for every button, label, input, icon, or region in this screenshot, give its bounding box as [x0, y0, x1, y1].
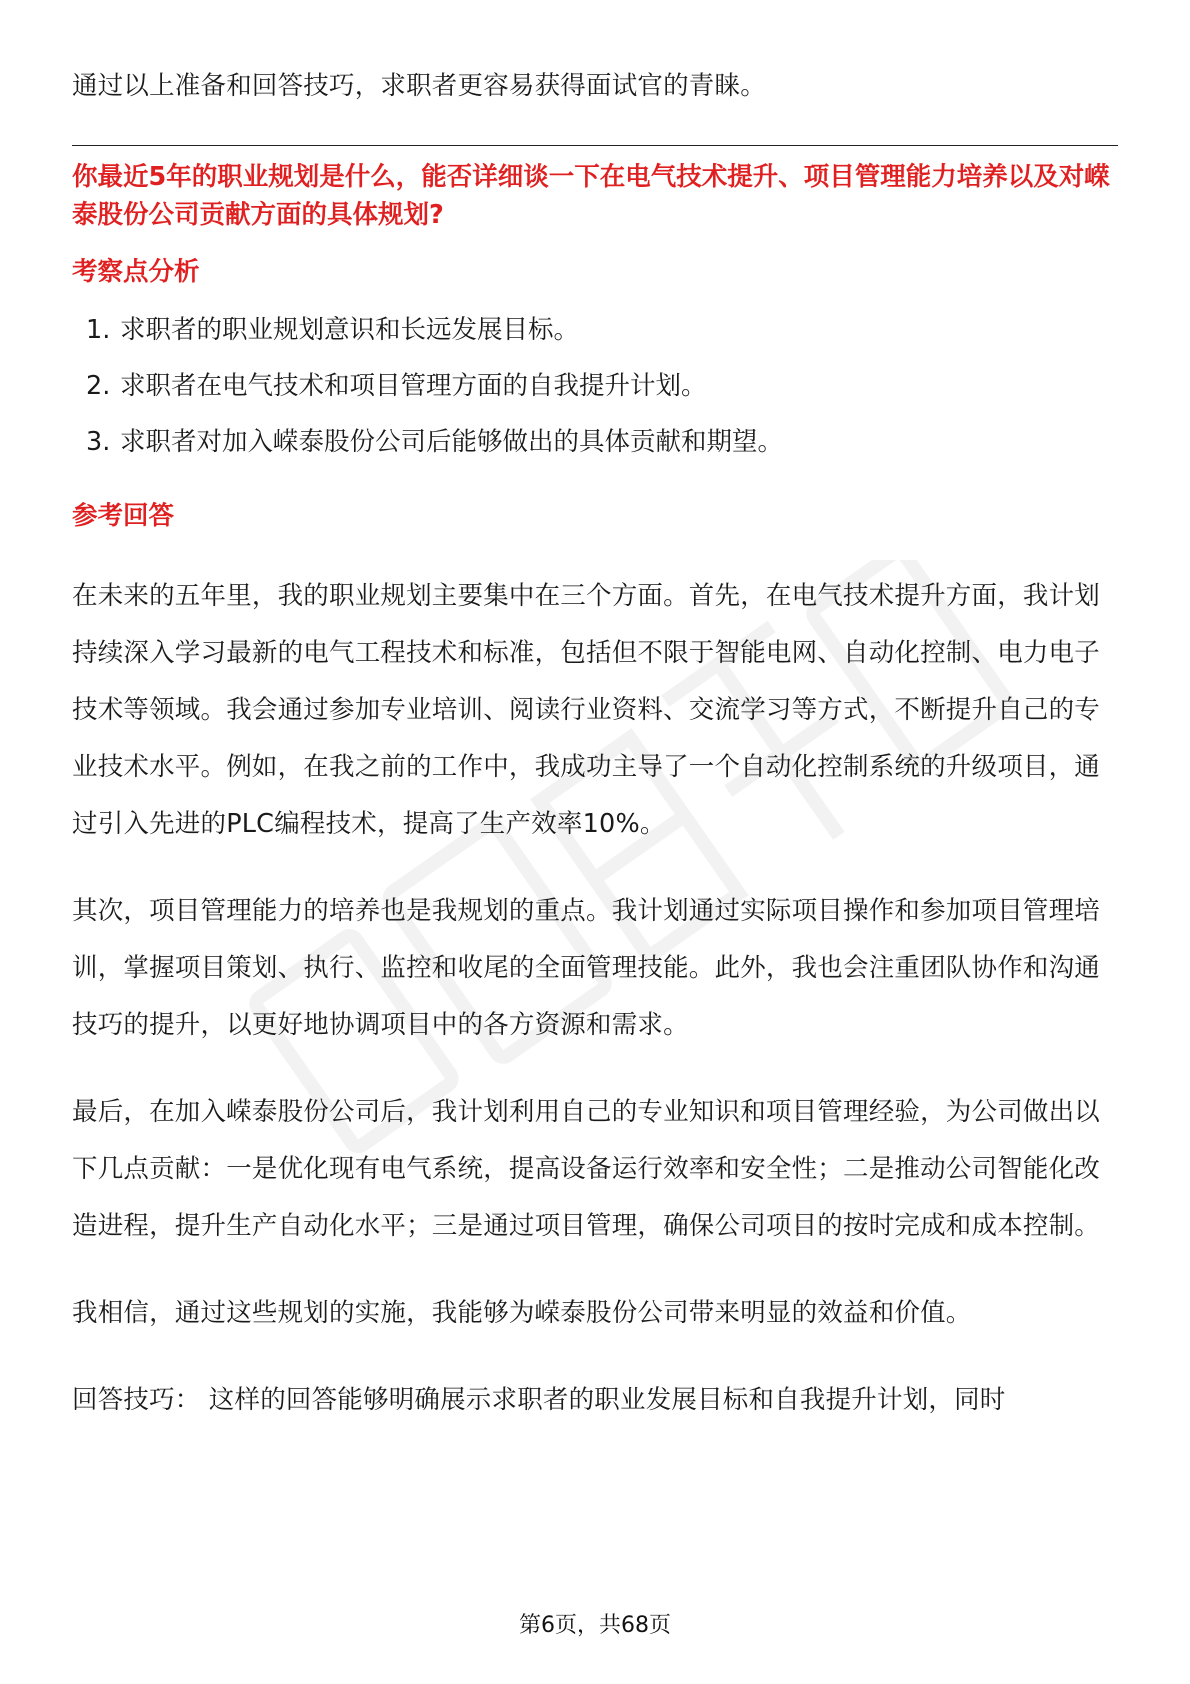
answer-paragraph: 最后，在加入嵘泰股份公司后，我计划利用自己的专业知识和项目管理经验，为公司做出以下几点贡献：一是优化现有电气系统，提高设备运行效率和安全性；二是推动公司智能化改造进程，提升生产自动化水平；三是通过项目管理，确保公司项目的按时完成和成本控制。 — [72, 1097, 1101, 1241]
answer-tips: 回答技巧： 这样的回答能够明确展示求职者的职业发展目标和自我提升计划，同时 — [72, 1385, 1006, 1415]
list-item — [72, 302, 1118, 358]
answer-paragraph: 我相信，通过这些规划的实施，我能够为嵘泰股份公司带来明显的效益和价值。 — [72, 1298, 972, 1328]
section-divider — [72, 145, 1118, 146]
analysis-list — [72, 302, 1118, 470]
intro-line: 通过以上准备和回答技巧，求职者更容易获得面试官的青睐。 — [72, 71, 766, 101]
question-title: 你最近5年的职业规划是什么，能否详细谈一下在电气技术提升、项目管理能力培养以及对嵘泰股份公司贡献方面的具体规划? — [72, 162, 1110, 230]
list-item-text: 求职者的职业规划意识和长远发展目标。 — [120, 315, 580, 345]
list-item-number: 1. — [86, 315, 111, 345]
list-item — [72, 414, 1118, 470]
list-item-text: 求职者在电气技术和项目管理方面的自我提升计划。 — [120, 371, 707, 401]
answer-paragraph: 在未来的五年里，我的职业规划主要集中在三个方面。首先，在电气技术提升方面，我计划持续深入学习最新的电气工程技术和标准，包括但不限于智能电网、自动化控制、电力电子技术等领域。我会通过参加专业培训、阅读行业资料、交流学习等方式，不断提升自己的专业技术水平。例如，在我之前的工作中，我成功主导了一个自动化控制系统的升级项目，通过引入先进的PLC编程技术，提高了生产效率10%。 — [72, 581, 1101, 839]
page-content — [72, 58, 1118, 1429]
list-item-text: 求职者对加入嵘泰股份公司后能够做出的具体贡献和期望。 — [120, 427, 784, 457]
analysis-heading: 考察点分析 — [72, 257, 200, 287]
list-item-number: 3. — [86, 427, 111, 457]
list-item — [72, 358, 1118, 414]
answer-paragraph: 其次，项目管理能力的培养也是我规划的重点。我计划通过实际项目操作和参加项目管理培训，掌握项目策划、执行、监控和收尾的全面管理技能。此外，我也会注重团队协作和沟通技巧的提升，以更好地协调项目中的各方资源和需求。 — [72, 896, 1101, 1040]
page-footer: 第6页，共68页 — [519, 1613, 671, 1638]
list-item-number: 2. — [86, 371, 111, 401]
answer-heading: 参考回答 — [72, 501, 175, 531]
